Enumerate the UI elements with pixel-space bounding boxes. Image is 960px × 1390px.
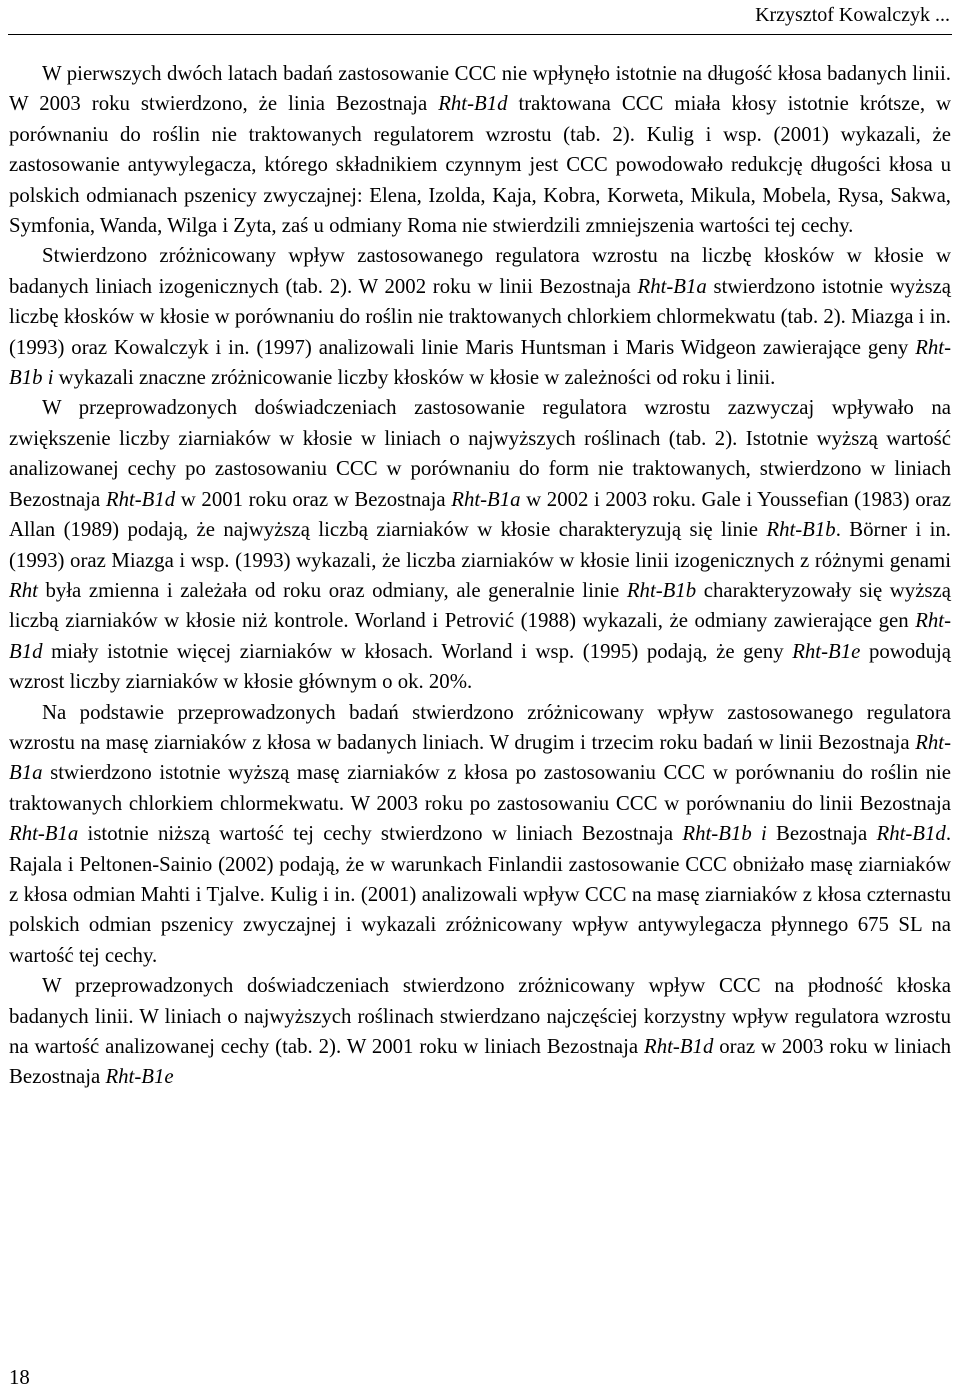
gene-name: Rht-B1e bbox=[105, 1065, 174, 1089]
gene-name: Rht-B1a bbox=[9, 822, 79, 846]
gene-name: Rht-B1a bbox=[451, 487, 521, 511]
text-run: . Rajala i Peltonen-Sainio (2002) podają, że w warunkach Finlandii zastosowanie CCC obniżało masę ziarniaków z kłosa odmian Mahti i Tjalve. Kulig i in. (2001) analizowali wpływ CCC na masę ziarniaków z kłosa czternastu polskich odmian pszenicy zwyczajnej i wykazali zróżnicowany wpływ antywylegacza płynnego 675 SL na wartość tej cechy. bbox=[9, 822, 952, 967]
text-run: była zmienna i zależała od roku oraz odmiany, ale generalnie linie bbox=[37, 578, 627, 602]
text-run: traktowana CCC miała kłosy istotnie krótsze, w porównaniu do roślin nie traktowanych regulatorem wzrostu (tab. 2). Kulig i wsp. (2001) wykazali, że zastosowanie antywylegacza, którego składnikiem czynnym jest CCC powodowało redukcję długości kłosa u polskich odmianach pszenicy zwyczajnej: Elena, Izolda, Kaja, Kobra, Korweta, Mikula, Mobela, Rysa, Sakwa, Symfonia, Wanda, Wilga i Zyta, zaś u odmiany Roma nie stwierdzili zmniejszenia wartości tej cechy. bbox=[9, 92, 951, 238]
paragraph bbox=[9, 698, 951, 972]
text-run: Bezostnaja bbox=[766, 822, 877, 846]
paragraph bbox=[9, 241, 951, 393]
text-run: . Börner i in. (1993) oraz Miazga i wsp. (1993) wykazali, że liczba ziarniaków w kłosie linii izogenicznych z różnymi genami bbox=[9, 518, 951, 572]
gene-name: Rht-B1b bbox=[626, 578, 697, 602]
text-run: w 2002 i 2003 roku. Gale i Youssefian (1983) oraz Allan (1989) podają, że najwyższą liczbą ziarniaków w kłosie charakteryzują się linie bbox=[9, 487, 951, 542]
gene-name: Rht-B1d bbox=[438, 92, 508, 116]
text-run: W przeprowadzonych doświadczeniach stwierdzono zróżnicowany wpływ CCC na płodność kłoska badanych linii. W liniach o najwyższych roślinach stwierdzano najczęściej korzystny wpływ regulatora wzrostu na wartość analizowanej cechy (tab. 2). W 2001 roku w liniach Bezostnaja bbox=[9, 974, 951, 1058]
gene-name: Rht-B1a bbox=[637, 274, 707, 298]
paragraph bbox=[9, 971, 951, 1093]
gene-name: Rht-B1d bbox=[644, 1035, 714, 1058]
text-run: w 2001 roku oraz w Bezostnaja bbox=[175, 487, 452, 511]
text-run: miały istotnie więcej ziarniaków w kłosach. Worland i wsp. (1995) podają, że geny bbox=[42, 639, 793, 663]
gene-name: Rht-B1d bbox=[9, 609, 951, 663]
gene-name: Rht-B1d bbox=[105, 487, 176, 511]
gene-name: Rht-B1b i bbox=[682, 822, 767, 846]
text-run: stwierdzono istotnie wyższą liczbę kłosków w kłosie w porównaniu do roślin nie traktowanych chlorkiem chlormekwatu (tab. 2). Miazga i in. (1993) oraz Kowalczyk i in. (1997) analizowali linie Maris Huntsman i Maris Widgeon zawierające geny bbox=[9, 274, 951, 359]
paragraph bbox=[9, 59, 951, 241]
paragraph bbox=[9, 393, 951, 697]
text-run: Na podstawie przeprowadzonych badań stwierdzono zróżnicowany wpływ zastosowanego regulatora wzrostu na masę ziarniaków z kłosa w badanych liniach. W drugim i trzecim roku badań w linii Bezostnaja bbox=[9, 700, 951, 754]
gene-name: Rht-B1e bbox=[792, 639, 861, 663]
gene-name: Rht-B1a bbox=[9, 730, 951, 785]
text-run: stwierdzono istotnie wyższą masę ziarniaków z kłosa po zastosowaniu CCC w porównaniu do roślin nie traktowanych chlorkiem chlormekwatu. W 2003 roku po zastosowaniu CCC w porównaniu do linii Bezostnaja bbox=[9, 761, 951, 815]
gene-name: Rht-B1b i bbox=[9, 335, 951, 390]
text-run: charakteryzowały się wyższą liczbą ziarniaków w kłosie niż kontrole. Worland i Petrović (1988) wykazali, że odmiany zawierające gen bbox=[9, 578, 951, 633]
running-header: Krzysztof Kowalczyk ... bbox=[755, 4, 950, 26]
text-run: W przeprowadzonych doświadczeniach zastosowanie regulatora wzrostu zazwyczaj wpływało na zwiększenie liczby ziarniaków w kłosie w liniach o najwyższych roślinach (tab. 2). Istotnie wyższą wartość analizowanej cechy po zastosowaniu CCC w porównaniu do form nie traktowanych, stwierdzono w liniach Bezostnaja bbox=[9, 396, 951, 511]
text-run: istotnie niższą wartość tej cechy stwierdzono w liniach Bezostnaja bbox=[78, 822, 683, 846]
text-run: powodują wzrost liczby ziarniaków w kłosie głównym o ok. 20%. bbox=[9, 639, 951, 694]
gene-name: Rht bbox=[9, 578, 38, 602]
text-run: Stwierdzono zróżnicowany wpływ zastosowanego regulatora wzrostu na liczbę kłosków w kłosie w badanych liniach izogenicznych (tab. 2). W 2002 roku w linii Bezostnaja bbox=[9, 244, 951, 298]
header-rule bbox=[8, 34, 952, 35]
text-run: W pierwszych dwóch latach badań zastosowanie CCC nie wpłynęło istotnie na długość kłosa badanych linii. W 2003 roku stwierdzono, że linia Bezostnaja bbox=[9, 62, 951, 116]
page-number: 18 bbox=[9, 1366, 30, 1389]
text-run: oraz w 2003 roku w liniach Bezostnaja bbox=[9, 1035, 951, 1089]
gene-name: Rht-B1b bbox=[766, 518, 836, 542]
text-run: wykazali znaczne zróżnicowanie liczby kłosków w kłosie w zależności od roku i linii. bbox=[53, 366, 776, 390]
body-text bbox=[9, 59, 951, 1093]
gene-name: Rht-B1d bbox=[876, 822, 946, 846]
